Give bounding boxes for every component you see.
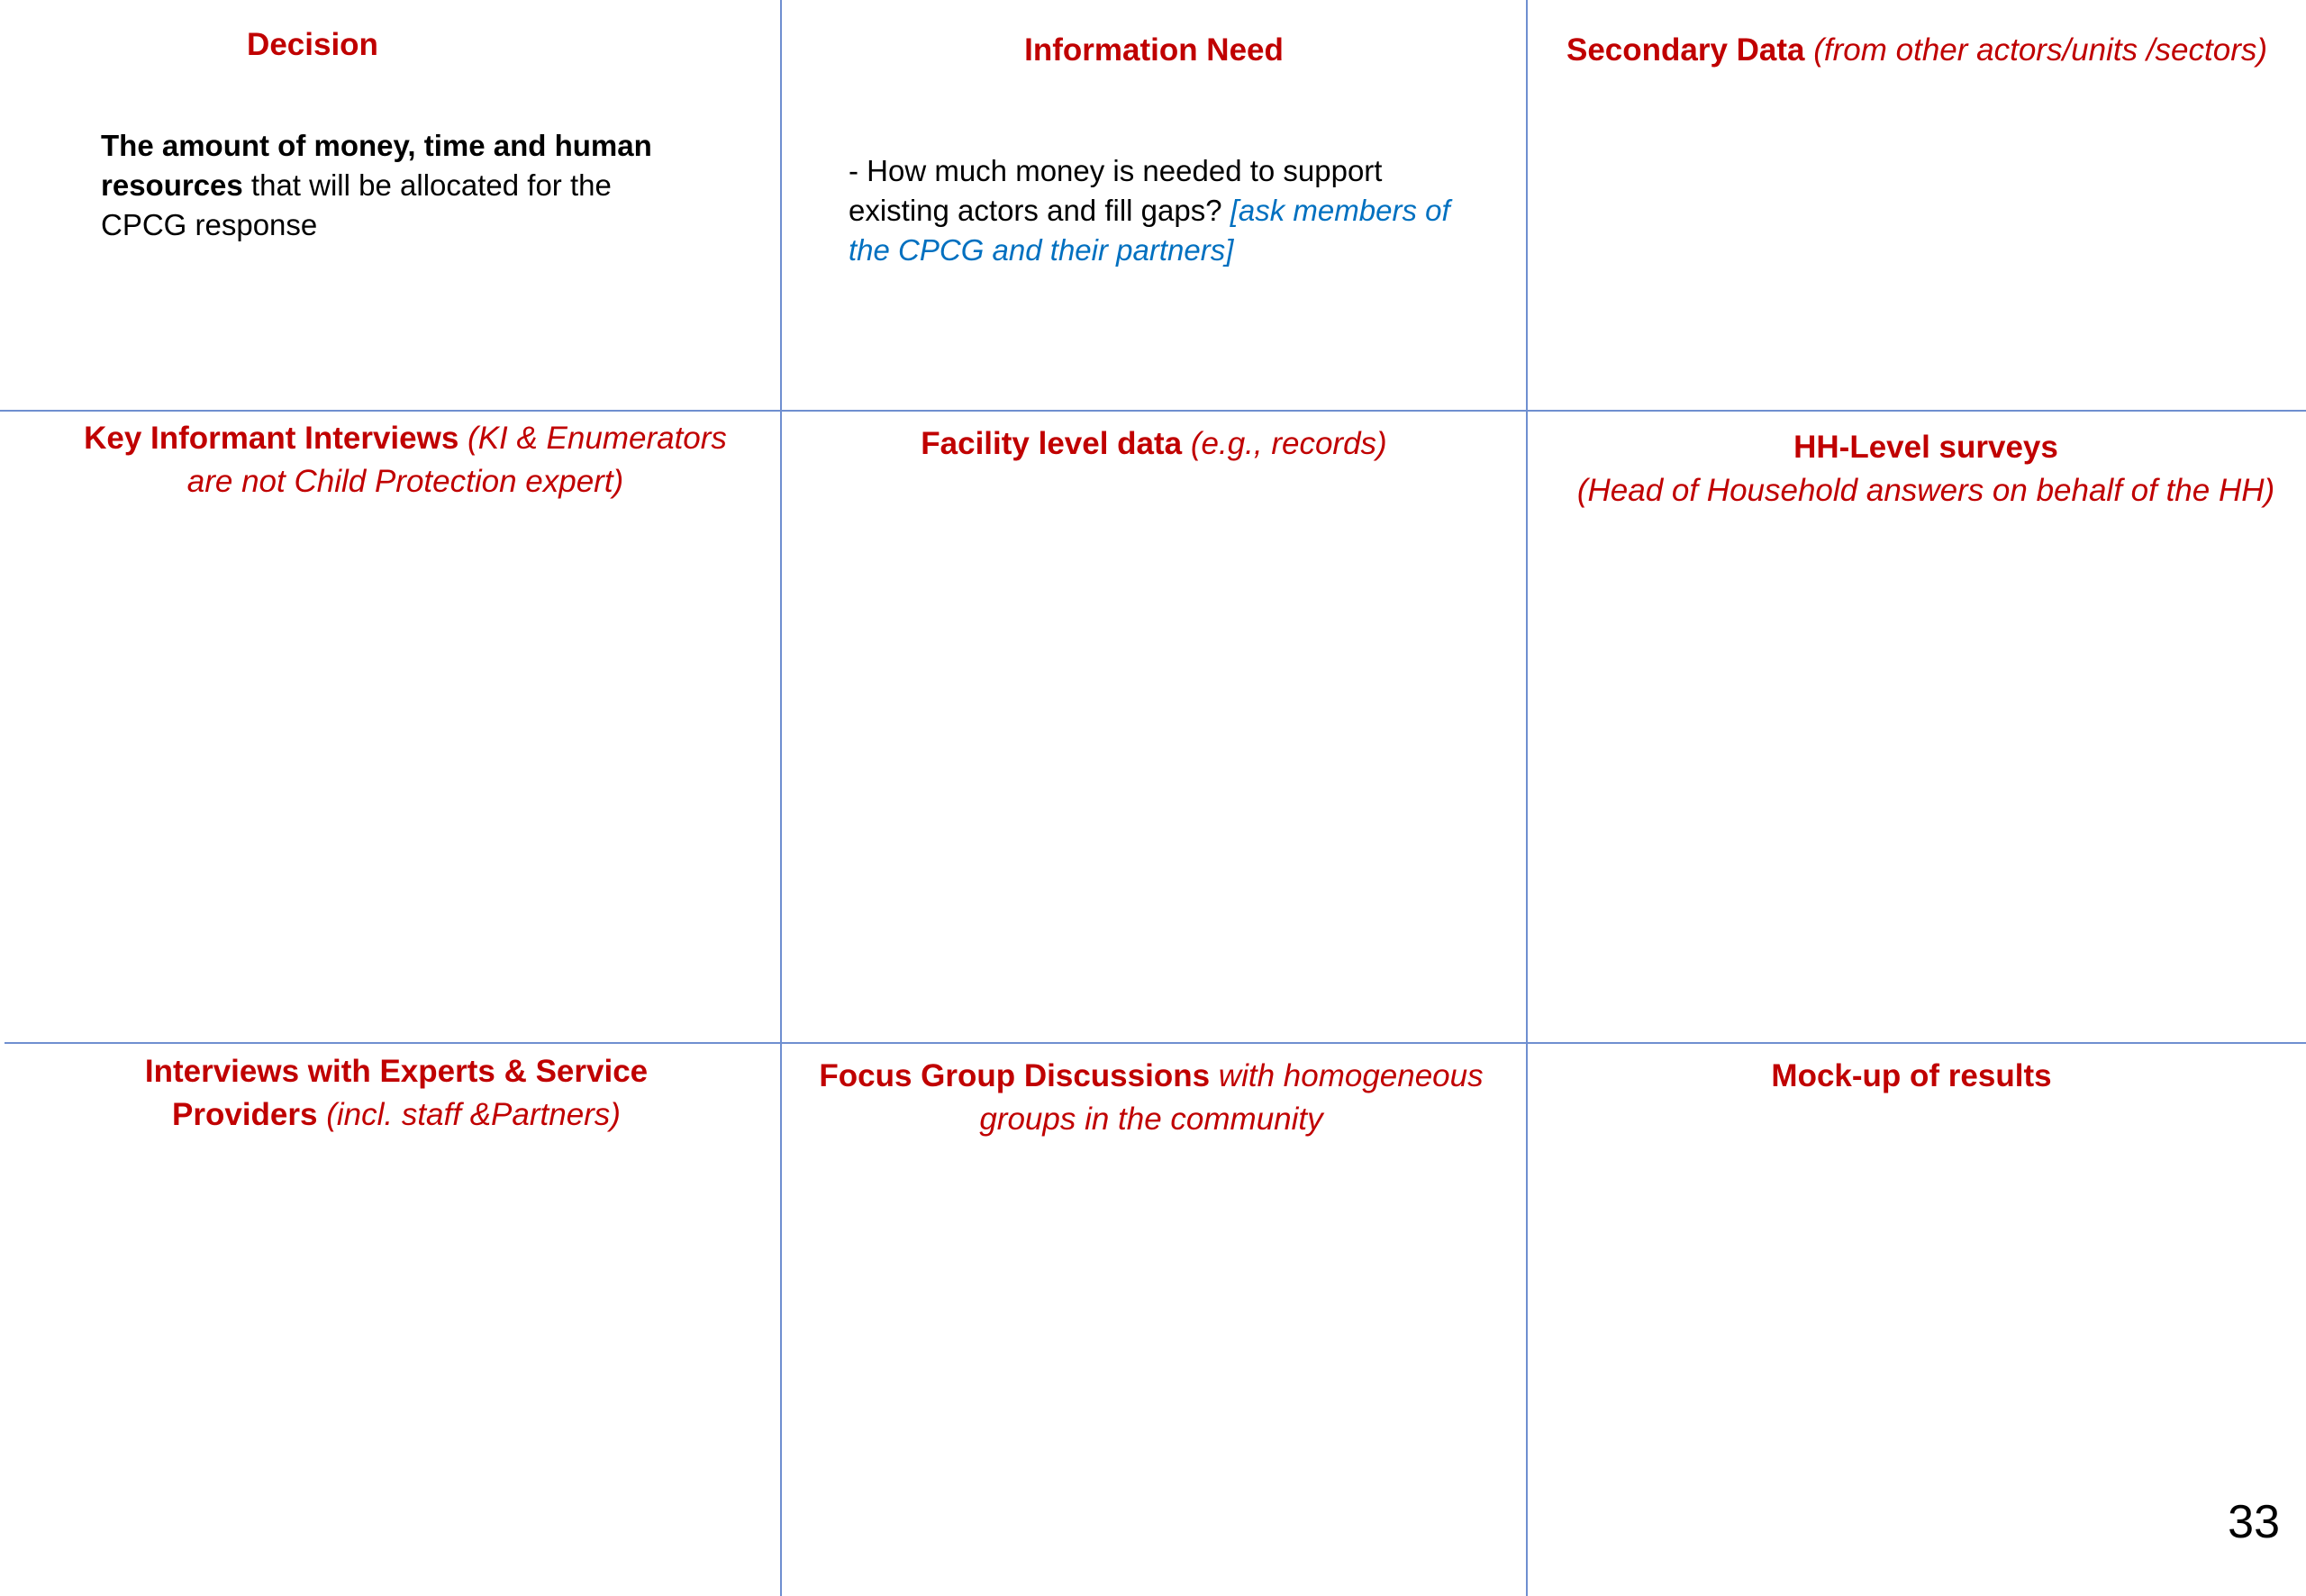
facility-data-subtitle: (e.g., records) (1182, 426, 1387, 461)
secondary-data-subtitle: (from other actors/units /sectors) (1804, 32, 2268, 68)
decision-title-text: Decision (247, 27, 378, 62)
hh-surveys-cell (1528, 412, 2306, 1042)
facility-data-title (782, 422, 1526, 466)
information-need-body (849, 151, 1479, 270)
decision-body-rest: that will be allocated for the CPCG response (101, 168, 612, 241)
secondary-data-title-text: Secondary Data (1566, 32, 1805, 68)
key-informant-title (72, 417, 739, 503)
experts-interviews-cell (0, 1044, 780, 1596)
hh-surveys-title-text: HH-Level surveys (1793, 430, 2058, 465)
decision-body (101, 126, 677, 245)
focus-groups-subtitle: with homogeneous groups in the community (979, 1058, 1484, 1137)
experts-interviews-title (126, 1050, 667, 1137)
decision-cell (0, 0, 780, 410)
focus-groups-title (800, 1055, 1503, 1141)
information-need-title-text: Information Need (1024, 32, 1284, 68)
facility-data-title-text: Facility level data (921, 426, 1183, 461)
experts-interviews-title-text: Interviews with Experts & Service Providers (144, 1054, 649, 1132)
key-informant-subtitle: (KI & Enumerators are not Child Protection expert) (186, 421, 727, 499)
secondary-data-cell (1528, 0, 2306, 410)
decision-title (0, 23, 625, 67)
decision-body-bold: The amount of money, time and human resources (101, 129, 652, 202)
focus-groups-cell (782, 1044, 1526, 1596)
hh-surveys-title (1528, 426, 2306, 512)
page-number: 33 (2228, 1496, 2280, 1548)
secondary-data-title (1528, 29, 2306, 72)
hh-surveys-subtitle: (Head of Household answers on behalf of the HH) (1576, 473, 2275, 508)
mockup-title-text: Mock-up of results (1771, 1058, 2052, 1093)
mockup-title (1528, 1055, 2295, 1098)
information-need-cell (782, 0, 1526, 410)
key-informant-title-text: Key Informant Interviews (84, 421, 459, 456)
experts-interviews-subtitle: (incl. staff &Partners) (317, 1097, 621, 1132)
focus-groups-title-text: Focus Group Discussions (819, 1058, 1211, 1093)
key-informant-cell (0, 412, 780, 1042)
information-need-note: [ask members of the CPCG and their partners] (849, 194, 1450, 267)
facility-data-cell (782, 412, 1526, 1042)
information-need-title (782, 29, 1526, 72)
mockup-cell (1528, 1044, 2306, 1596)
information-need-question: - How much money is needed to support existing actors and fill gaps? (849, 154, 1383, 227)
